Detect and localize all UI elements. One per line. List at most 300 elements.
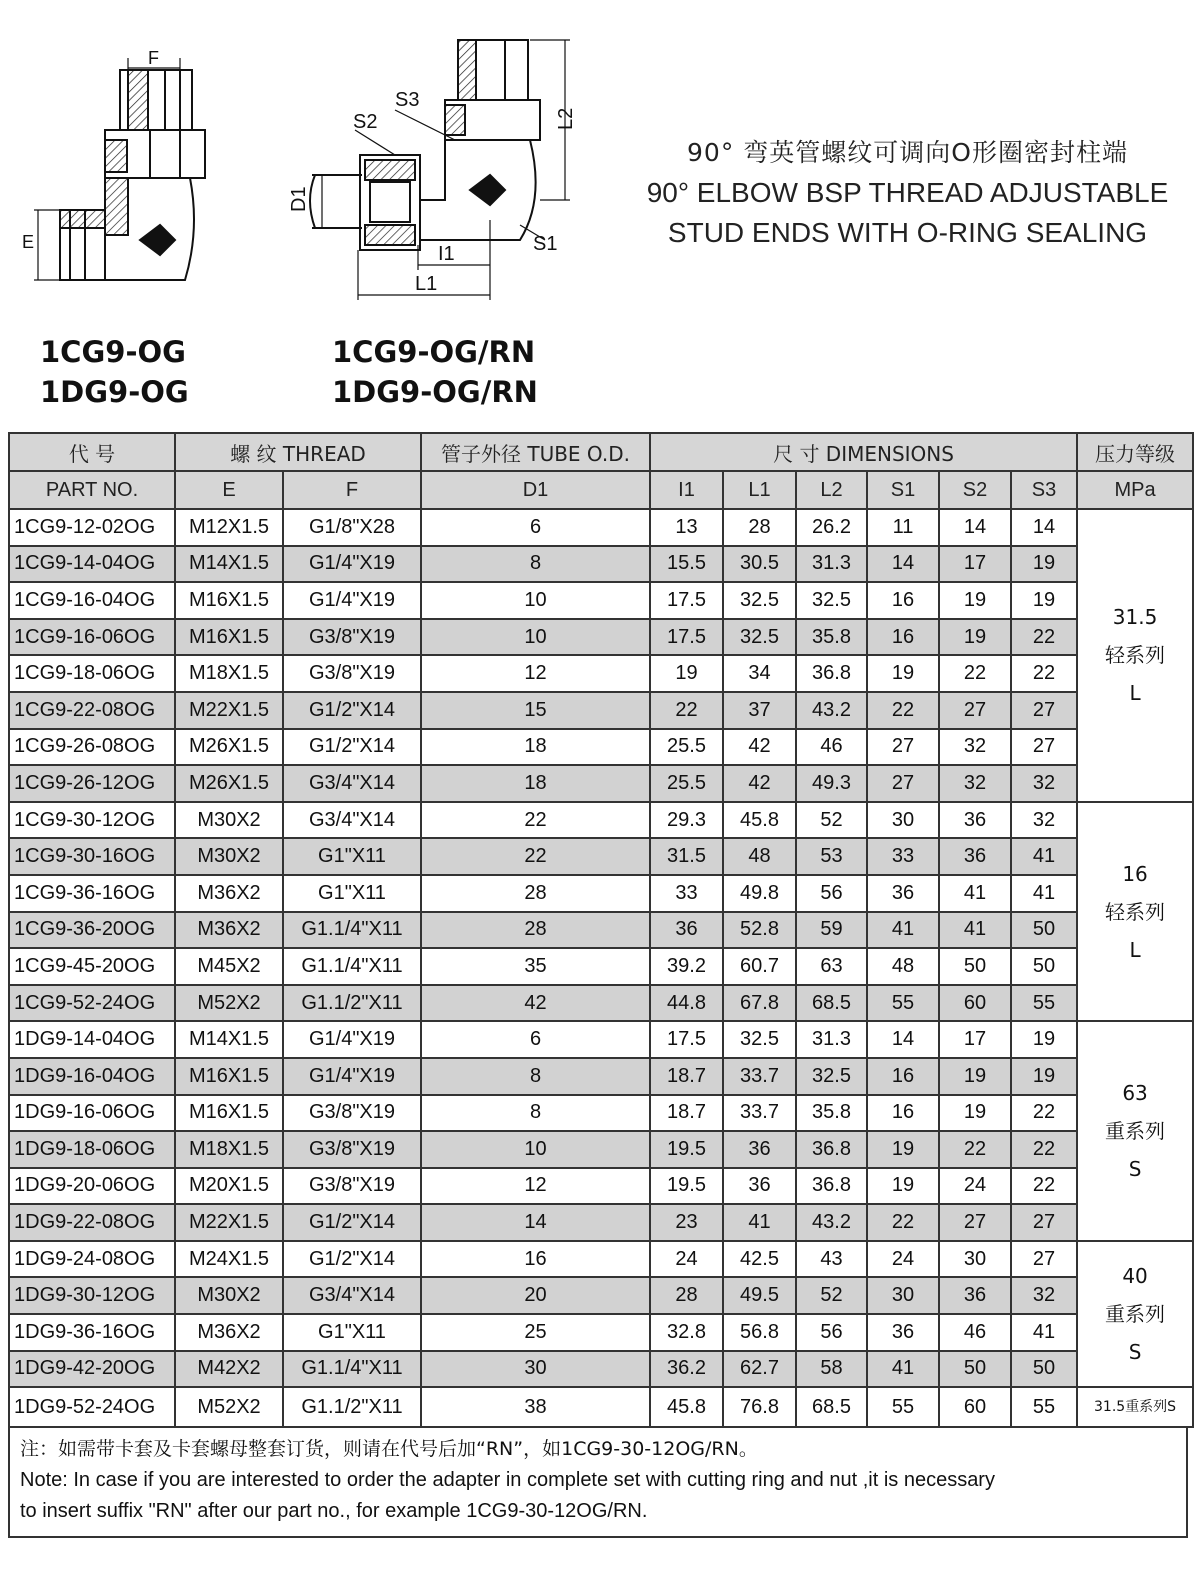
value-cell: 33 (867, 838, 939, 875)
header-col-s2: S2 (939, 471, 1011, 509)
value-cell: 32 (939, 729, 1011, 766)
value-cell: 28 (723, 509, 796, 546)
value-cell: 56 (796, 1314, 867, 1351)
value-cell: 12 (421, 1168, 650, 1205)
spec-table (8, 432, 1194, 1428)
pressure-cell (1077, 1241, 1193, 1387)
value-cell: M14X1.5 (175, 1021, 283, 1058)
model-name: 1CG9-OG/RN (332, 335, 536, 369)
value-cell: M26X1.5 (175, 765, 283, 802)
value-cell: 49.8 (723, 875, 796, 912)
value-cell: 15.5 (650, 546, 723, 583)
value-cell: 19.5 (650, 1168, 723, 1205)
value-cell: G1/2"X14 (283, 1204, 421, 1241)
value-cell: 16 (867, 582, 939, 619)
value-cell: 48 (867, 948, 939, 985)
value-cell: 27 (939, 692, 1011, 729)
title-english-line1: 90° ELBOW BSP THREAD ADJUSTABLE (646, 177, 1169, 208)
value-cell: 32.5 (723, 619, 796, 656)
pressure-code: S (1128, 1340, 1142, 1365)
value-cell: 42 (723, 765, 796, 802)
value-cell: G3/8"X19 (283, 1131, 421, 1168)
value-cell: 49.3 (796, 765, 867, 802)
value-cell: 19 (867, 655, 939, 692)
table-row (9, 1314, 1193, 1351)
model-names-left (40, 332, 189, 412)
part-number-cell: 1CG9-45-20OG (9, 948, 175, 985)
value-cell: 14 (867, 546, 939, 583)
table-row (9, 875, 1193, 912)
part-number-cell: 1DG9-18-06OG (9, 1131, 175, 1168)
value-cell: 43.2 (796, 692, 867, 729)
value-cell: 19 (867, 1131, 939, 1168)
value-cell: 27 (867, 765, 939, 802)
value-cell: 45.8 (723, 802, 796, 839)
value-cell: M24X1.5 (175, 1241, 283, 1278)
title-chinese: 90° 弯英管螺纹可调向O形圈密封柱端 (687, 138, 1128, 167)
value-cell: 41 (939, 875, 1011, 912)
table-row (9, 765, 1193, 802)
header-tube: 管子外径 TUBE O.D. (421, 433, 650, 471)
header-thread: 螺 纹 THREAD (175, 433, 421, 471)
dim-label-d1: D1 (288, 186, 310, 212)
value-cell: 32 (1011, 802, 1077, 839)
value-cell: M26X1.5 (175, 729, 283, 766)
value-cell: 52.8 (723, 912, 796, 949)
note-english-line2: to insert suffix "RN" after our part no., for example 1CG9-30-12OG/RN. (20, 1500, 648, 1522)
value-cell: 68.5 (796, 1387, 867, 1427)
value-cell: G1.1/4"X11 (283, 948, 421, 985)
table-row (9, 509, 1193, 546)
model-name: 1DG9-OG/RN (332, 375, 538, 409)
value-cell: 19 (939, 1058, 1011, 1095)
header-col-e: E (175, 471, 283, 509)
value-cell: G1/2"X14 (283, 692, 421, 729)
value-cell: 50 (1011, 1351, 1077, 1388)
value-cell: 42 (723, 729, 796, 766)
value-cell: M18X1.5 (175, 1131, 283, 1168)
value-cell: 44.8 (650, 985, 723, 1022)
value-cell: 18 (421, 729, 650, 766)
value-cell: 43.2 (796, 1204, 867, 1241)
part-number-cell: 1DG9-22-08OG (9, 1204, 175, 1241)
value-cell: 27 (939, 1204, 1011, 1241)
dim-label-l1: L1 (415, 273, 438, 295)
pressure-cell (1077, 802, 1193, 1022)
value-cell: 56.8 (723, 1314, 796, 1351)
dim-label-e: E (22, 232, 35, 252)
value-cell: 32.8 (650, 1314, 723, 1351)
header-col-l2: L2 (796, 471, 867, 509)
value-cell: 22 (1011, 1095, 1077, 1132)
table-row (9, 1168, 1193, 1205)
value-cell: G1.1/4"X11 (283, 912, 421, 949)
dim-label-i1: I1 (438, 243, 455, 265)
value-cell: 30.5 (723, 546, 796, 583)
value-cell: 14 (1011, 509, 1077, 546)
value-cell: 55 (1011, 1387, 1077, 1427)
value-cell: G1"X11 (283, 1314, 421, 1351)
value-cell: 36 (939, 838, 1011, 875)
value-cell: 36 (867, 1314, 939, 1351)
value-cell: G1/4"X19 (283, 1021, 421, 1058)
value-cell: M36X2 (175, 875, 283, 912)
value-cell: 55 (867, 985, 939, 1022)
value-cell: 31.3 (796, 546, 867, 583)
part-number-cell: 1CG9-22-08OG (9, 692, 175, 729)
value-cell: 19 (1011, 582, 1077, 619)
value-cell: 41 (1011, 1314, 1077, 1351)
value-cell: 50 (939, 1351, 1011, 1388)
value-cell: 50 (939, 948, 1011, 985)
value-cell: M16X1.5 (175, 582, 283, 619)
part-number-cell: 1DG9-14-04OG (9, 1021, 175, 1058)
value-cell: M16X1.5 (175, 1058, 283, 1095)
value-cell: G3/8"X19 (283, 619, 421, 656)
value-cell: G1/4"X19 (283, 546, 421, 583)
model-name: 1CG9-OG (40, 335, 186, 369)
value-cell: G1/2"X14 (283, 729, 421, 766)
value-cell: G3/4"X14 (283, 1277, 421, 1314)
table-row (9, 729, 1193, 766)
value-cell: 33 (650, 875, 723, 912)
table-row (9, 802, 1193, 839)
table-row (9, 582, 1193, 619)
value-cell: 19 (939, 1095, 1011, 1132)
dim-label-s1: S1 (533, 233, 558, 255)
title-english-line2: STUD ENDS WITH O-RING SEALING (667, 217, 1148, 248)
value-cell: 27 (1011, 1204, 1077, 1241)
value-cell: 8 (421, 546, 650, 583)
value-cell: 10 (421, 1131, 650, 1168)
table-row (9, 1021, 1193, 1058)
value-cell: 56 (796, 875, 867, 912)
table-row (9, 985, 1193, 1022)
value-cell: 15 (421, 692, 650, 729)
value-cell: 19 (650, 655, 723, 692)
value-cell: M12X1.5 (175, 509, 283, 546)
dim-label-l2: L2 (555, 107, 577, 130)
value-cell: M22X1.5 (175, 692, 283, 729)
value-cell: 50 (1011, 912, 1077, 949)
value-cell: 41 (867, 912, 939, 949)
value-cell: 13 (650, 509, 723, 546)
header-dimensions: 尺 寸 DIMENSIONS (650, 433, 1077, 471)
value-cell: G1.1/4"X11 (283, 1351, 421, 1388)
value-cell: 42.5 (723, 1241, 796, 1278)
value-cell: M16X1.5 (175, 619, 283, 656)
part-number-cell: 1CG9-36-16OG (9, 875, 175, 912)
value-cell: 36 (723, 1168, 796, 1205)
part-number-cell: 1CG9-26-12OG (9, 765, 175, 802)
table-row (9, 619, 1193, 656)
value-cell: 17.5 (650, 619, 723, 656)
value-cell: 30 (867, 802, 939, 839)
value-cell: 27 (1011, 729, 1077, 766)
part-number-cell: 1CG9-36-20OG (9, 912, 175, 949)
value-cell: G1/4"X19 (283, 1058, 421, 1095)
note-english-line1: Note: In case if you are interested to order the adapter in complete set with cutting ring and nut ,it is necessary (20, 1469, 995, 1491)
value-cell: 17.5 (650, 582, 723, 619)
value-cell: 53 (796, 838, 867, 875)
value-cell: 49.5 (723, 1277, 796, 1314)
value-cell: 22 (867, 1204, 939, 1241)
value-cell: 22 (421, 838, 650, 875)
value-cell: 22 (1011, 655, 1077, 692)
header-col-s3: S3 (1011, 471, 1077, 509)
part-number-cell: 1DG9-20-06OG (9, 1168, 175, 1205)
value-cell: M30X2 (175, 1277, 283, 1314)
value-cell: 25.5 (650, 765, 723, 802)
part-number-cell: 1DG9-16-06OG (9, 1095, 175, 1132)
value-cell: 22 (1011, 1168, 1077, 1205)
value-cell: 38 (421, 1387, 650, 1427)
value-cell: M16X1.5 (175, 1095, 283, 1132)
value-cell: M45X2 (175, 948, 283, 985)
value-cell: M18X1.5 (175, 655, 283, 692)
value-cell: 16 (867, 1095, 939, 1132)
dim-label-s2: S2 (353, 111, 378, 133)
value-cell: 10 (421, 619, 650, 656)
value-cell: 41 (867, 1351, 939, 1388)
value-cell: 19 (939, 619, 1011, 656)
value-cell: 31.3 (796, 1021, 867, 1058)
value-cell: 22 (421, 802, 650, 839)
right-elbow-drawing (310, 40, 540, 250)
header-col-d1: D1 (421, 471, 650, 509)
value-cell: 30 (939, 1241, 1011, 1278)
value-cell: G1.1/2"X11 (283, 985, 421, 1022)
value-cell: 63 (796, 948, 867, 985)
value-cell: 6 (421, 509, 650, 546)
value-cell: 36 (939, 1277, 1011, 1314)
value-cell: 52 (796, 802, 867, 839)
value-cell: 18 (421, 765, 650, 802)
value-cell: 60.7 (723, 948, 796, 985)
pressure-value: 31.5 (1112, 605, 1158, 630)
value-cell: G3/4"X14 (283, 802, 421, 839)
table-row (9, 1095, 1193, 1132)
dim-label-s3: S3 (395, 89, 420, 111)
value-cell: 27 (1011, 1241, 1077, 1278)
value-cell: 22 (867, 692, 939, 729)
table-row (9, 1204, 1193, 1241)
header-pressure-unit: MPa (1077, 471, 1193, 509)
value-cell: 37 (723, 692, 796, 729)
value-cell: 17 (939, 1021, 1011, 1058)
note-chinese: 注：如需带卡套及卡套螺母整套订货，则请在代号后加“RN”，如1CG9-30-12OG/RN。 (20, 1438, 758, 1460)
value-cell: 33.7 (723, 1058, 796, 1095)
value-cell: 36.2 (650, 1351, 723, 1388)
header-pressure-zh: 压力等级 (1077, 433, 1193, 471)
value-cell: M52X2 (175, 985, 283, 1022)
value-cell: G1/8"X28 (283, 509, 421, 546)
pressure-value: 16 (1122, 861, 1148, 886)
value-cell: 36 (939, 802, 1011, 839)
value-cell: 32 (1011, 765, 1077, 802)
value-cell: 28 (421, 875, 650, 912)
value-cell: G1/4"X19 (283, 582, 421, 619)
value-cell: G3/8"X19 (283, 1168, 421, 1205)
value-cell: 35 (421, 948, 650, 985)
value-cell: 24 (867, 1241, 939, 1278)
value-cell: 52 (796, 1277, 867, 1314)
header-part-en: PART NO. (9, 471, 175, 509)
value-cell: 22 (650, 692, 723, 729)
pressure-cell (1077, 509, 1193, 802)
value-cell: 27 (1011, 692, 1077, 729)
value-cell: 31.5 (650, 838, 723, 875)
pressure-cell (1077, 1387, 1193, 1427)
value-cell: 14 (939, 509, 1011, 546)
value-cell: 60 (939, 1387, 1011, 1427)
value-cell: 67.8 (723, 985, 796, 1022)
value-cell: G3/8"X19 (283, 1095, 421, 1132)
value-cell: 18.7 (650, 1095, 723, 1132)
value-cell: 36 (867, 875, 939, 912)
value-cell: M36X2 (175, 1314, 283, 1351)
header-part-zh: 代 号 (9, 433, 175, 471)
value-cell: 30 (867, 1277, 939, 1314)
value-cell: 36.8 (796, 1131, 867, 1168)
drawing-area (0, 0, 1200, 430)
value-cell: M22X1.5 (175, 1204, 283, 1241)
value-cell: 22 (1011, 619, 1077, 656)
left-elbow-drawing (60, 70, 205, 280)
value-cell: 55 (867, 1387, 939, 1427)
value-cell: 11 (867, 509, 939, 546)
value-cell: 60 (939, 985, 1011, 1022)
value-cell: 19 (1011, 1021, 1077, 1058)
value-cell: G3/8"X19 (283, 655, 421, 692)
value-cell: G1"X11 (283, 838, 421, 875)
value-cell: 16 (867, 1058, 939, 1095)
value-cell: M14X1.5 (175, 546, 283, 583)
value-cell: M42X2 (175, 1351, 283, 1388)
value-cell: 19 (939, 582, 1011, 619)
value-cell: 22 (939, 1131, 1011, 1168)
value-cell: 22 (1011, 1131, 1077, 1168)
value-cell: 58 (796, 1351, 867, 1388)
value-cell: 8 (421, 1095, 650, 1132)
value-cell: 26.2 (796, 509, 867, 546)
table-row (9, 1351, 1193, 1388)
part-number-cell: 1CG9-14-04OG (9, 546, 175, 583)
header-col-i1: I1 (650, 471, 723, 509)
pressure-value: 31.5重系列S (1094, 1399, 1177, 1416)
value-cell: 76.8 (723, 1387, 796, 1427)
table-row (9, 1387, 1193, 1427)
value-cell: M20X1.5 (175, 1168, 283, 1205)
value-cell: 19 (1011, 1058, 1077, 1095)
table-row (9, 912, 1193, 949)
value-cell: 12 (421, 655, 650, 692)
value-cell: M52X2 (175, 1387, 283, 1427)
value-cell: 19 (1011, 546, 1077, 583)
value-cell: M30X2 (175, 802, 283, 839)
value-cell: 27 (867, 729, 939, 766)
value-cell: 28 (650, 1277, 723, 1314)
table-row (9, 692, 1193, 729)
value-cell: 30 (421, 1351, 650, 1388)
header-col-s1: S1 (867, 471, 939, 509)
model-names-right (332, 332, 538, 412)
value-cell: 19 (867, 1168, 939, 1205)
pressure-series: 轻系列 (1105, 899, 1166, 924)
pressure-value: 63 (1122, 1081, 1148, 1106)
part-number-cell: 1CG9-18-06OG (9, 655, 175, 692)
part-number-cell: 1CG9-16-04OG (9, 582, 175, 619)
value-cell: 48 (723, 838, 796, 875)
model-name: 1DG9-OG (40, 375, 189, 409)
header-col-l1: L1 (723, 471, 796, 509)
value-cell: 41 (723, 1204, 796, 1241)
value-cell: G1"X11 (283, 875, 421, 912)
value-cell: 6 (421, 1021, 650, 1058)
value-cell: 32.5 (796, 582, 867, 619)
part-number-cell: 1DG9-30-12OG (9, 1277, 175, 1314)
value-cell: 33.7 (723, 1095, 796, 1132)
pressure-series: 轻系列 (1105, 643, 1166, 668)
value-cell: 24 (650, 1241, 723, 1278)
value-cell: 41 (939, 912, 1011, 949)
product-title (620, 133, 1195, 253)
value-cell: 25 (421, 1314, 650, 1351)
value-cell: 46 (796, 729, 867, 766)
header-col-f: F (283, 471, 421, 509)
part-number-cell: 1DG9-42-20OG (9, 1351, 175, 1388)
value-cell: 16 (421, 1241, 650, 1278)
value-cell: 50 (1011, 948, 1077, 985)
value-cell: 19.5 (650, 1131, 723, 1168)
value-cell: 32.5 (723, 582, 796, 619)
value-cell: 36.8 (796, 1168, 867, 1205)
value-cell: 32 (939, 765, 1011, 802)
value-cell: 20 (421, 1277, 650, 1314)
pressure-code: S (1128, 1157, 1142, 1182)
value-cell: M30X2 (175, 838, 283, 875)
table-row (9, 546, 1193, 583)
part-number-cell: 1DG9-24-08OG (9, 1241, 175, 1278)
part-number-cell: 1CG9-30-12OG (9, 802, 175, 839)
value-cell: 45.8 (650, 1387, 723, 1427)
value-cell: 14 (421, 1204, 650, 1241)
table-row (9, 838, 1193, 875)
part-number-cell: 1DG9-16-04OG (9, 1058, 175, 1095)
value-cell: M36X2 (175, 912, 283, 949)
value-cell: 62.7 (723, 1351, 796, 1388)
value-cell: 17.5 (650, 1021, 723, 1058)
value-cell: 36 (650, 912, 723, 949)
part-number-cell: 1CG9-12-02OG (9, 509, 175, 546)
value-cell: 55 (1011, 985, 1077, 1022)
value-cell: 35.8 (796, 619, 867, 656)
value-cell: 28 (421, 912, 650, 949)
value-cell: 24 (939, 1168, 1011, 1205)
notes-box (8, 1428, 1188, 1538)
value-cell: 22 (939, 655, 1011, 692)
table-row (9, 948, 1193, 985)
value-cell: 41 (1011, 875, 1077, 912)
value-cell: G1.1/2"X11 (283, 1387, 421, 1427)
value-cell: 14 (867, 1021, 939, 1058)
value-cell: 68.5 (796, 985, 867, 1022)
value-cell: 32 (1011, 1277, 1077, 1314)
value-cell: 8 (421, 1058, 650, 1095)
pressure-cell (1077, 1021, 1193, 1241)
pressure-code: L (1129, 681, 1141, 706)
value-cell: 34 (723, 655, 796, 692)
